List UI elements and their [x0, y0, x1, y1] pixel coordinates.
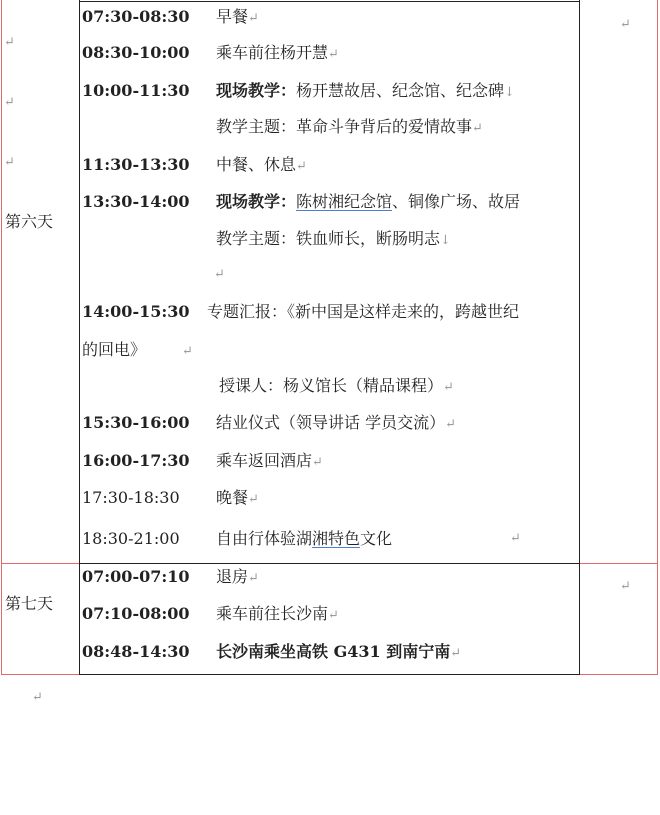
- activity-text: 专题汇报：《新中国是这样走来的，跨越世纪: [207, 302, 520, 321]
- table-bottom-red-left: [1, 674, 79, 675]
- outer-border-left: [1, 0, 2, 675]
- time-label: 14:00-15:30: [82, 302, 190, 321]
- row-divider-red-left: [1, 563, 79, 564]
- paragraph-mark: ↵: [4, 35, 15, 50]
- lecturer: 授课人：杨义馆长（精品课程）↵: [219, 376, 454, 395]
- activity-text: 乘车前往杨开慧↵: [216, 43, 339, 62]
- paragraph-mark: ↵: [4, 155, 15, 170]
- paragraph-mark: ↵: [214, 267, 225, 282]
- paragraph-mark: ↵: [32, 690, 43, 705]
- time-label: 13:30-14:00: [82, 192, 190, 211]
- time-label: 07:30-08:30: [82, 7, 190, 26]
- activity-text: 晚餐↵: [216, 488, 259, 507]
- activity-text: 现场教学：杨开慧故居、纪念馆、纪念碑↓: [216, 81, 515, 100]
- activity-text: 中餐、休息↵: [216, 155, 307, 174]
- teaching-theme: 教学主题：铁血师长，断肠明志↓: [216, 229, 451, 248]
- teaching-theme: 教学主题：革命斗争背后的爱情故事↵: [216, 117, 483, 136]
- activity-text: 现场教学：陈树湘纪念馆、铜像广场、故居: [216, 192, 521, 211]
- time-label: 11:30-13:30: [82, 155, 190, 174]
- paragraph-mark: ↵: [4, 95, 15, 110]
- paragraph-mark: ↵: [510, 531, 521, 546]
- time-label: 07:10-08:00: [82, 604, 190, 623]
- time-label: 08:48-14:30: [82, 642, 190, 661]
- time-label: 10:00-11:30: [82, 81, 190, 100]
- activity-text: 早餐↵: [216, 7, 259, 26]
- activity-text: 自由行体验湖湘特色文化: [216, 529, 393, 548]
- activity-text: 乘车返回酒店↵: [216, 451, 323, 470]
- table-top-border: [79, 1, 580, 2]
- time-label: 18:30-21:00: [82, 529, 180, 548]
- row-divider-red-right: [580, 563, 658, 564]
- table-bottom-border: [79, 674, 580, 675]
- activity-text: 结业仪式（领导讲话 学员交流）↵: [216, 413, 456, 432]
- time-label: 08:30-10:00: [82, 43, 190, 62]
- time-label: 17:30-18:30: [82, 488, 180, 507]
- paragraph-mark: ↵: [620, 579, 631, 594]
- row-divider: [79, 563, 580, 564]
- activity-text: 乘车前往长沙南↵: [216, 604, 339, 623]
- table-bottom-red-right: [580, 674, 658, 675]
- activity-text: 退房↵: [216, 567, 259, 586]
- day-label-7: 第七天: [5, 594, 54, 613]
- activity-text: 长沙南乘坐高铁 G431 到南宁南↵: [216, 642, 462, 661]
- day-label-6: 第六天: [5, 212, 54, 231]
- time-label: 16:00-17:30: [82, 451, 190, 470]
- table-border-left: [79, 0, 80, 675]
- time-label: 07:00-07:10: [82, 567, 190, 586]
- outer-border-right: [657, 0, 658, 675]
- activity-text-continued: 的回电》 ↵: [82, 340, 193, 359]
- paragraph-mark: ↵: [620, 17, 631, 32]
- table-border-right: [579, 0, 580, 675]
- time-label: 15:30-16:00: [82, 413, 190, 432]
